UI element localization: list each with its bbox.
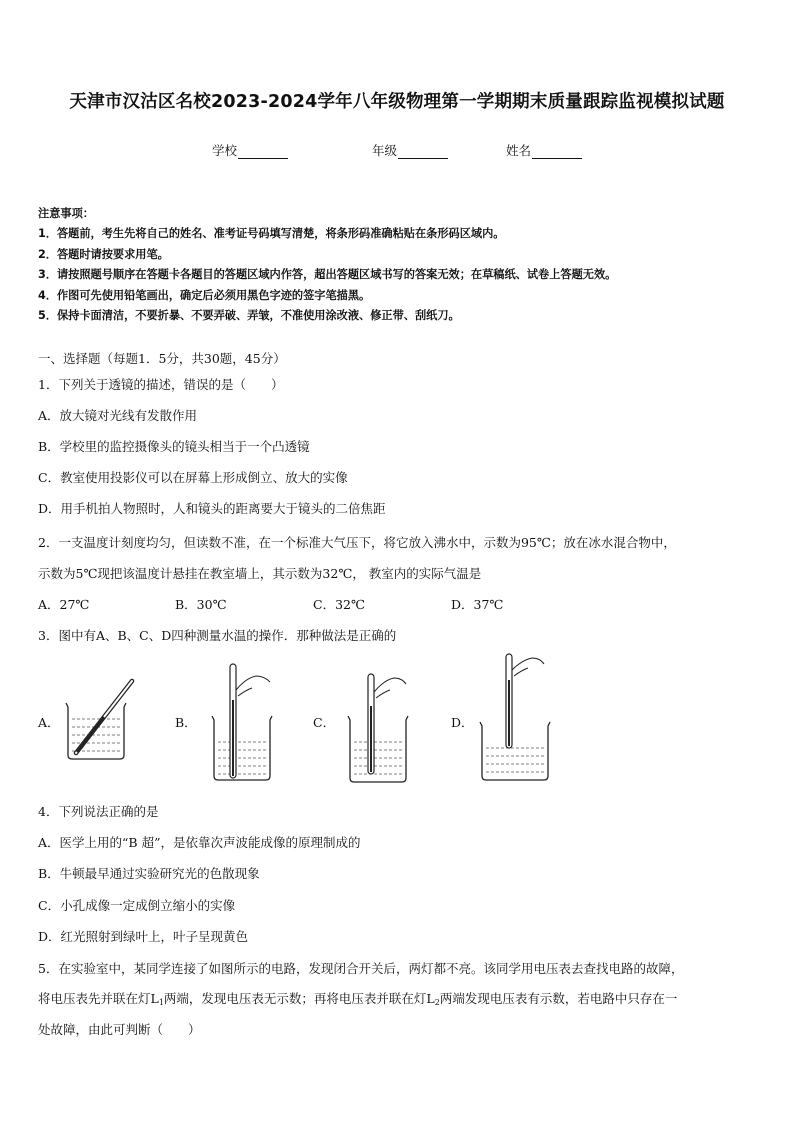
q5-stem-line3: 处故障，由此可判断（ ） (38, 1022, 201, 1037)
q2-option-c: C．32℃ (313, 597, 365, 612)
beaker-figure-b (200, 660, 280, 784)
notice-item: 1．答题前，考生先将自己的姓名、准考证号码填写清楚，将条形码准确粘贴在条形码区域内。 (38, 227, 505, 240)
notice-item: 4．作图可先使用铅笔画出，确定后必须用黑色字迹的签字笔描黑。 (38, 289, 371, 302)
q1-stem: 1．下列关于透镜的描述，错误的是（ ） (38, 377, 284, 392)
q4-option-b: B．牛顿最早通过实验研究光的色散现象 (38, 866, 260, 881)
q4-option-c: C．小孔成像一定成倒立缩小的实像 (38, 898, 236, 913)
q4-option-d: D．红光照射到绿叶上，叶子呈现黄色 (38, 929, 249, 944)
notice-item: 5．保持卡面清洁，不要折暴、不要弄破、弄皱，不准使用涂改液、修正带、刮纸刀。 (38, 309, 460, 322)
q5-sub-2: 2 (434, 998, 440, 1007)
q2-stem-line1: 2．一支温度计刻度均匀，但读数不准，在一个标准大气压下，将它放入沸水中，示数为95℃；放在冰水混合物中， (38, 535, 676, 550)
name-label: 姓名 (506, 143, 532, 158)
q2-option-d: D．37℃ (451, 597, 504, 612)
q5-line2-part1: 将电压表先并联在灯L (38, 991, 159, 1006)
school-label: 学校 (212, 143, 238, 158)
grade-field[interactable] (372, 141, 448, 159)
name-blank[interactable] (532, 145, 582, 159)
q2-stem-line2: 示数为5℃现把该温度计悬挂在教室墙上，其示数为32℃， 教室内的实际气温是 (38, 566, 482, 581)
q2-option-b: B．30℃ (175, 597, 227, 612)
q5-stem-line1: 5．在实验室中，某同学连接了如图所示的电路，发现闭合开关后，两灯都不亮。该同学用电压表去查找电路的故障， (38, 961, 684, 976)
notice-heading: 注意事项： (38, 207, 94, 220)
q3-stem: 3．图中有A、B、C、D四种测量水温的操作．那种做法是正确的 (38, 628, 397, 643)
q5-stem-line2 (38, 989, 677, 1007)
q4-stem: 4．下列说法正确的是 (38, 804, 159, 819)
grade-blank[interactable] (398, 145, 448, 159)
beaker-figure-d (478, 652, 558, 784)
beaker-figure-a (62, 675, 142, 761)
q5-line2-part2: 两端，发现电压表无示数；再将电压表并联在灯L (163, 991, 435, 1006)
q5-sub-1: 1 (158, 998, 164, 1007)
q1-option-c: C．教室使用投影仪可以在屏幕上形成倒立、放大的实像 (38, 470, 348, 485)
q3-label-c: C． (313, 715, 336, 730)
q1-option-b: B．学校里的监控摄像头的镜头相当于一个凸透镜 (38, 439, 310, 454)
grade-label: 年级 (372, 143, 398, 158)
q3-label-d: D． (451, 715, 474, 730)
notice-item: 3．请按照题号顺序在答题卡各题目的答题区域内作答，超出答题区域书写的答案无效；在草稿纸、试卷上答题无效。 (38, 268, 617, 281)
q4-option-a: A．医学上用的“B 超”，是依靠次声波能成像的原理制成的 (38, 835, 361, 850)
q1-option-d: D．用手机拍人物照时，人和镜头的距离要大于镜头的二倍焦距 (38, 501, 386, 516)
school-field[interactable] (212, 141, 288, 159)
beaker-figure-c (340, 670, 420, 786)
q1-option-a: A．放大镜对光线有发散作用 (38, 408, 198, 423)
q2-option-a: A．27℃ (38, 597, 90, 612)
q3-label-b: B． (175, 715, 197, 730)
school-blank[interactable] (238, 145, 288, 159)
notice-item: 2．答题时请按要求用笔。 (38, 248, 169, 261)
name-field[interactable] (506, 141, 582, 159)
exam-title: 天津市汉沽区名校2023-2024学年八年级物理第一学期期末质量跟踪监视模拟试题 (69, 92, 725, 112)
q5-line2-part3: 两端发现电压表有示数，若电路中只存在一 (439, 991, 678, 1006)
q3-label-a: A． (38, 715, 60, 730)
section-heading: 一、选择题（每题1．5分，共30题，45分） (38, 351, 286, 366)
